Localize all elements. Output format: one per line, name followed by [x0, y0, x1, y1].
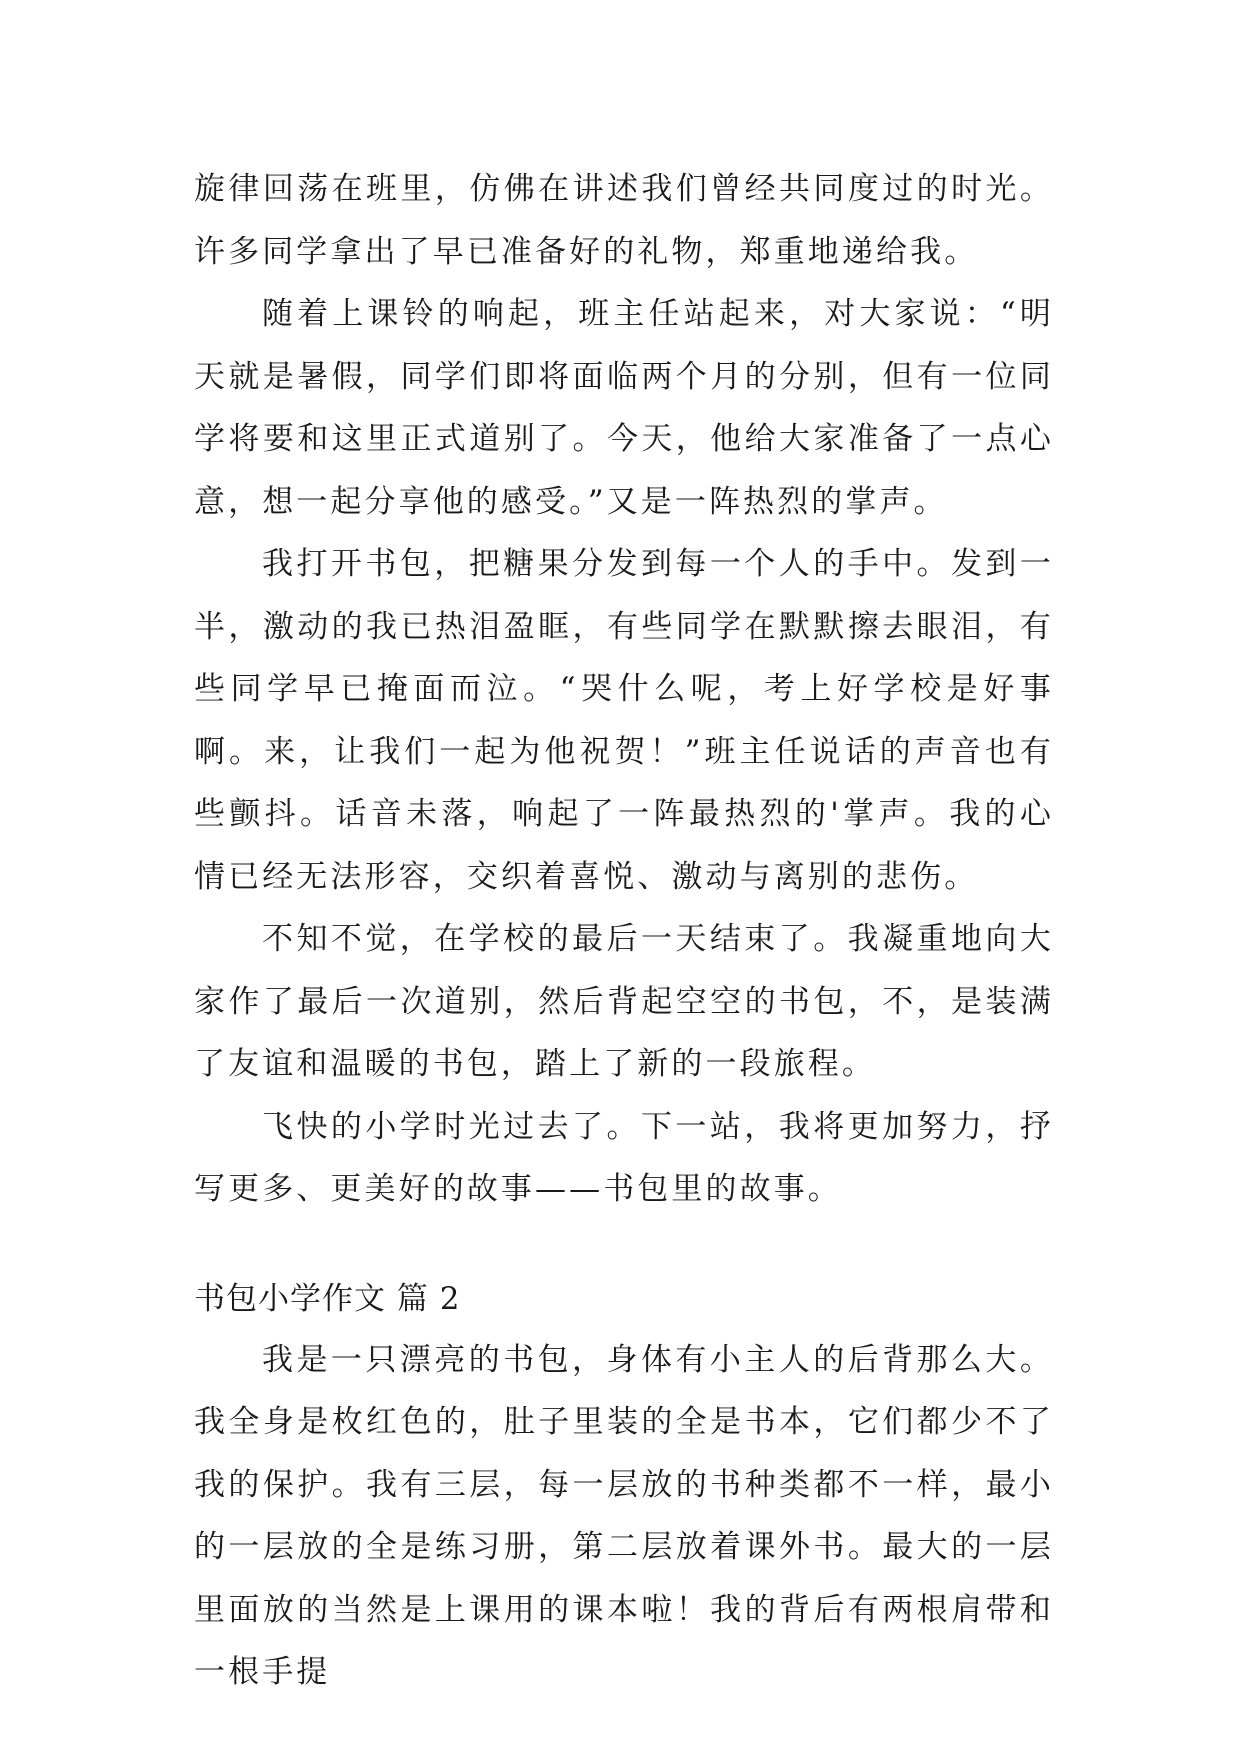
section-title: 书包小学作文 篇 2	[194, 1280, 461, 1317]
document-body	[194, 158, 1054, 1704]
paragraph: 我是一只漂亮的书包，身体有小主人的后背那么大。我全身是枚红色的，肚子里装的全是书本，它们都少不了我的保护。我有三层，每一层放的书种类都不一样，最小的一层放的全是练习册，第二层放着课外书。最大的一层里面放的当然是上课用的课本啦！我的背后有两根肩带和一根手提	[194, 1341, 1054, 1690]
paragraph: 不知不觉，在学校的最后一天结束了。我凝重地向大家作了最后一次道别，然后背起空空的书包，不，是装满了友谊和温暖的书包，踏上了新的一段旅程。	[194, 921, 1054, 1082]
paragraph: 我打开书包，把糖果分发到每一个人的手中。发到一半，激动的我已热泪盈眶，有些同学在默默擦去眼泪，有些同学早已掩面而泣。“哭什么呢，考上好学校是好事啊。来，让我们一起为他祝贺！”班主任说话的声音也有些颤抖。话音未落，响起了一阵最热烈的'掌声。我的心情已经无法形容，交织着喜悦、激动与离别的悲伤。	[194, 546, 1054, 895]
section-spacer	[194, 1221, 1054, 1269]
paragraph-continuation: 旋律回荡在班里，仿佛在讲述我们曾经共同度过的时光。许多同学拿出了早已准备好的礼物，郑重地递给我。	[194, 171, 1054, 270]
paragraph: 随着上课铃的响起，班主任站起来，对大家说：“明天就是暑假，同学们即将面临两个月的分别，但有一位同学将要和这里正式道别了。今天，他给大家准备了一点心意，想一起分享他的感受。”又是一阵热烈的掌声。	[194, 296, 1054, 520]
paragraph: 飞快的小学时光过去了。下一站，我将更加努力，抒写更多、更美好的故事——书包里的故事。	[194, 1108, 1054, 1207]
